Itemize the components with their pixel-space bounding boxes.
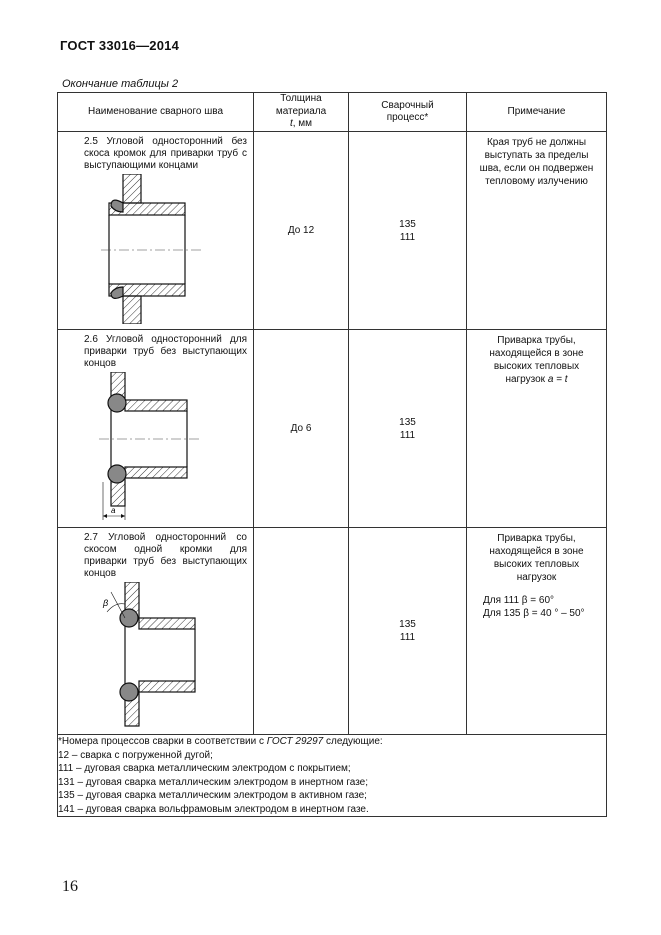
weld-description: 2.6 Угловой односторонний для приварки труб без выступающих концов — [84, 334, 247, 369]
table-header-row — [58, 93, 607, 132]
thickness-cell: До 6 — [254, 330, 349, 528]
weld-name-cell — [58, 528, 254, 735]
table-row — [58, 132, 607, 330]
table-footnote-row — [58, 735, 607, 817]
weld-name-cell — [58, 132, 254, 330]
weld-description: 2.7 Угловой односторонний со скосом одной кромки для приварки труб без выступающих концов — [84, 532, 247, 579]
footnote-intro: *Номера процессов сварки в соответствии с ГОСТ 29297 следующие: — [58, 736, 383, 747]
weld-table — [57, 92, 607, 817]
svg-text:β: β — [102, 598, 108, 608]
note-cell: Приварка трубы, находящейся в зоне высоких тепловых нагрузок a = t — [467, 330, 607, 528]
weld-diagram-2-7 — [81, 582, 231, 734]
process-cell: 135 111 — [349, 132, 467, 330]
footnote-item: 111 – дуговая сварка металлическим электродом с покрытием; — [58, 763, 351, 774]
weld-description: 2.5 Угловой односторонний без скоса кромок для приварки труб с выступающими концами — [84, 136, 247, 171]
weld-diagram-2-6 — [81, 372, 231, 522]
thickness-cell — [254, 528, 349, 735]
footnote-item: 135 – дуговая сварка металлическим электродом в активном газе; — [58, 790, 367, 801]
footnote-item: 12 – сварка с погруженной дугой; — [58, 749, 213, 761]
table-caption: Окончание таблицы 2 — [62, 78, 179, 90]
col-header-process: Сварочный процесс* — [349, 93, 467, 132]
col-header-name: Наименование сварного шва — [58, 93, 254, 132]
document-header: ГОСТ 33016—2014 — [60, 38, 179, 53]
weld-name-cell — [58, 330, 254, 528]
col-header-thickness: Толщина материала t, мм — [254, 93, 349, 132]
page-number: 16 — [62, 878, 78, 895]
svg-text:a: a — [110, 506, 115, 515]
process-cell: 135 111 — [349, 330, 467, 528]
process-cell: 135 111 — [349, 528, 467, 735]
footnote-item: 131 – дуговая сварка металлическим электродом в инертном газе; — [58, 776, 369, 788]
table-row — [58, 528, 607, 735]
thickness-cell: До 12 — [254, 132, 349, 330]
col-header-note: Примечание — [467, 93, 607, 132]
footnote-item: 141 – дуговая сварка вольфрамовым электродом в инертном газе. — [58, 803, 369, 815]
weld-diagram-2-5 — [81, 174, 231, 324]
note-cell: Приварка трубы, находящейся в зоне высоких тепловых нагрузок Для 111 β = 60° Для 135 β = 40 ° – 50° — [467, 528, 607, 735]
note-cell: Края труб не должны выступать за пределы шва, если он подвержен тепловому излучению — [467, 132, 607, 330]
table-row — [58, 330, 607, 528]
footnote — [58, 735, 607, 817]
